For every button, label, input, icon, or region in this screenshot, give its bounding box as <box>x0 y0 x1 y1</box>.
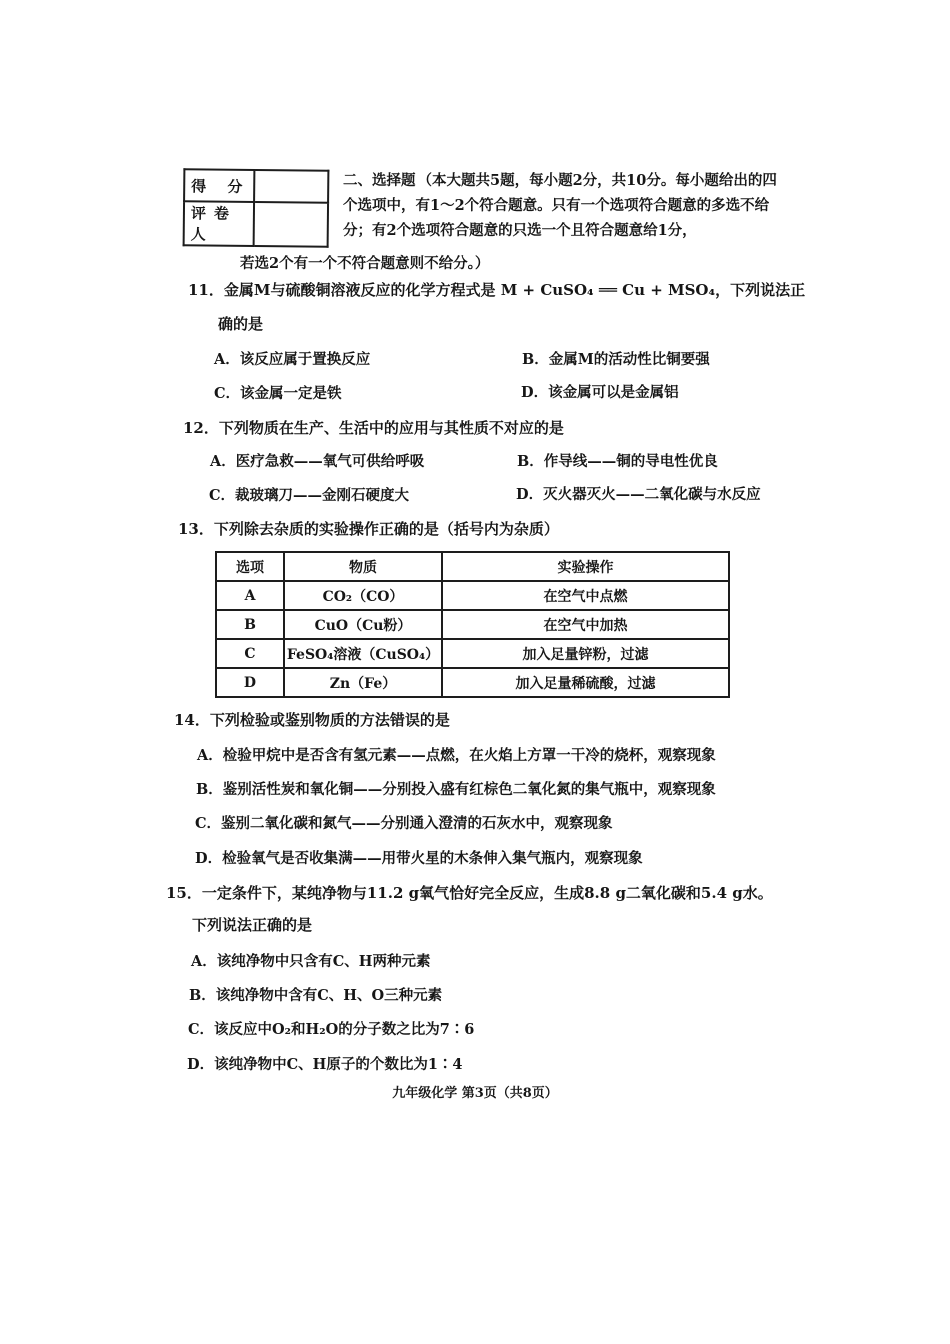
question-15-option-a: A．该纯净物中只含有C、H两种元素 <box>191 953 431 970</box>
table-header: 物质 <box>284 552 442 581</box>
question-14-option-d: D．检验氧气是否收集满——用带火星的木条伸入集气瓶内，观察现象 <box>195 850 643 867</box>
table-row <box>216 668 729 697</box>
table-header-row <box>216 552 729 581</box>
table-cell: 在空气中加热 <box>442 610 729 639</box>
question-14-option-c: C．鉴别二氧化碳和氮气——分别通入澄清的石灰水中，观察现象 <box>195 815 613 832</box>
question-13-stem: 13．下列除去杂质的实验操作正确的是（括号内为杂质） <box>178 520 559 538</box>
table-cell: 加入足量锌粉，过滤 <box>442 639 729 668</box>
table-row <box>216 581 729 610</box>
question-15-option-b: B．该纯净物中含有C、H、O三种元素 <box>189 987 443 1004</box>
section-instructions-tail: 若选2个有一个不符合题意则不给分。） <box>240 255 490 272</box>
table-row <box>216 610 729 639</box>
question-15-option-d: D．该纯净物中C、H原子的个数比为1∶4 <box>187 1056 463 1073</box>
question-12-option-d: D．灭火器灭火——二氧化碳与水反应 <box>516 486 761 503</box>
table-header: 选项 <box>216 552 284 581</box>
section-instructions: （本大题共5题，每小题2分，共10分。每小题给出的四个选项中，有1～2个符合题意。只有一个选项符合题意的多选不给分；有2个选项符合题意的只选一个且符合题意给1分， <box>343 172 777 239</box>
section-title: 二、选择题 <box>343 172 416 189</box>
question-11-option-c: C．该金属一定是铁 <box>214 385 342 402</box>
table-cell: Zn（Fe） <box>284 668 442 697</box>
page-footer: 九年级化学 第3页（共8页） <box>392 1086 558 1101</box>
question-12-option-c: C．裁玻璃刀——金刚石硬度大 <box>209 487 410 504</box>
question-14-option-a: A．检验甲烷中是否含有氢元素——点燃，在火焰上方罩一干冷的烧杯，观察现象 <box>197 747 716 764</box>
table-cell: FeSO₄溶液（CuSO₄） <box>284 639 442 668</box>
grader-label: 评卷人 <box>184 201 254 246</box>
table-header: 实验操作 <box>442 552 729 581</box>
question-11-stem: 11．金属M与硫酸铜溶液反应的化学方程式是 M + CuSO₄ ══ Cu + MSO₄，下列说法正 <box>188 281 806 299</box>
question-11-option-d: D．该金属可以是金属铝 <box>521 384 679 401</box>
question-11-option-b: B．金属M的活动性比铜要强 <box>522 351 710 368</box>
question-15-stem: 15．一定条件下，某纯净物与11.2 g氧气恰好完全反应，生成8.8 g二氧化碳和5.4 g水。 <box>166 884 773 902</box>
table-cell: CO₂（CO） <box>284 581 442 610</box>
score-box <box>183 168 330 248</box>
question-14-stem: 14．下列检验或鉴别物质的方法错误的是 <box>174 711 450 729</box>
question-11-stem-cont: 确的是 <box>218 315 264 333</box>
table-row <box>216 639 729 668</box>
table-cell: D <box>216 668 284 697</box>
question-12-option-a: A．医疗急救——氧气可供给呼吸 <box>210 453 425 470</box>
table-cell: B <box>216 610 284 639</box>
question-11-option-a: A．该反应属于置换反应 <box>214 351 371 368</box>
question-12-stem: 12．下列物质在生产、生活中的应用与其性质不对应的是 <box>183 419 564 437</box>
question-14-option-b: B．鉴别活性炭和氧化铜——分别投入盛有红棕色二氧化氮的集气瓶中，观察现象 <box>196 781 716 798</box>
score-value-cell <box>254 170 328 203</box>
table-cell: C <box>216 639 284 668</box>
section-header <box>240 168 791 276</box>
question-12-option-b: B．作导线——铜的导电性优良 <box>517 453 718 470</box>
question-15-option-c: C．该反应中O₂和H₂O的分子数之比为7∶6 <box>188 1021 475 1038</box>
impurity-removal-table <box>215 551 730 698</box>
question-15-stem-cont: 下列说法正确的是 <box>192 916 313 934</box>
table-cell: 加入足量稀硫酸，过滤 <box>442 668 729 697</box>
table-cell: 在空气中点燃 <box>442 581 729 610</box>
table-cell: CuO（Cu粉） <box>284 610 442 639</box>
score-label: 得 分 <box>184 169 254 202</box>
table-cell: A <box>216 581 284 610</box>
grader-value-cell <box>254 202 328 247</box>
